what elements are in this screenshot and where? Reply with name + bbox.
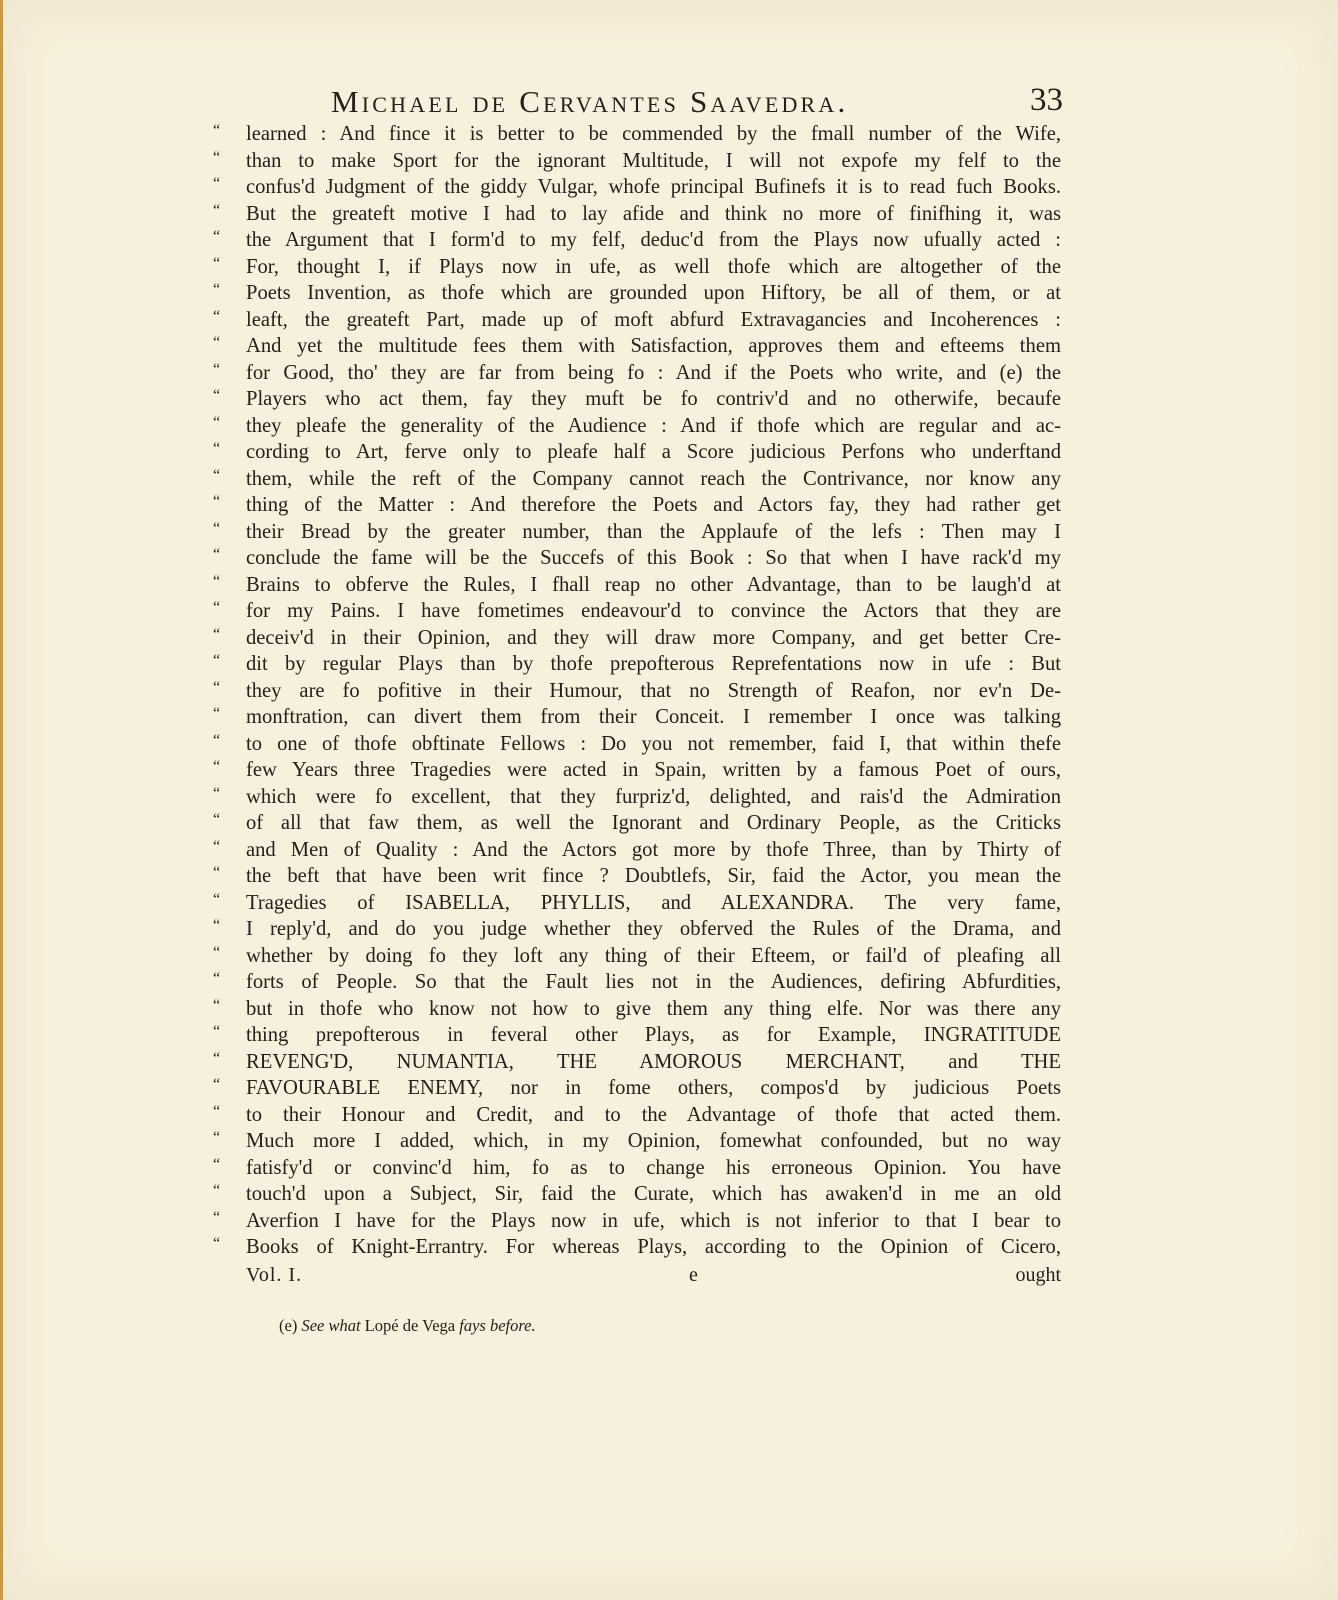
quotation-mark: “ (213, 334, 221, 351)
text-line (213, 651, 1061, 678)
text-line (213, 969, 1061, 996)
text-line (213, 1049, 1061, 1076)
text-line (213, 625, 1061, 652)
line-text: to their Honour and Credit, and to the Advantage of thofe that acted them. (246, 1103, 1061, 1126)
text-line (213, 1128, 1061, 1155)
quotation-mark: “ (213, 201, 221, 219)
text-line (213, 280, 1061, 307)
line-text: to one of thofe obftinate Fellows : Do you not remember, faid I, that within thefe (246, 732, 1061, 755)
signature-mark: Vol. I. (246, 1263, 303, 1286)
line-text: forts of People. So that the Fault lies not in the Audiences, defiring Abfurdities, (246, 971, 1061, 993)
text-line (213, 837, 1061, 864)
quotation-mark: “ (213, 758, 221, 775)
line-text: for my Pains. I have fometimes endeavour'd to convince the Actors that they are (246, 600, 1061, 622)
text-line (213, 492, 1061, 519)
line-text: I reply'd, and do you judge whether they obferved the Rules of the Drama, and (246, 918, 1061, 940)
quotation-mark: “ (213, 1023, 221, 1040)
page-number: 33 (1030, 82, 1063, 118)
text-line (213, 1155, 1061, 1182)
text-line (213, 810, 1061, 837)
text-line (213, 598, 1061, 625)
quotation-mark: “ (213, 493, 221, 510)
footnote-name: Lopé de Vega (364, 1316, 456, 1335)
line-text: than to make Sport for the ignorant Multitude, I will not expofe my felf to the (246, 149, 1061, 172)
quotation-mark: “ (213, 360, 221, 378)
quotation-mark: “ (213, 652, 221, 669)
line-text: for Good, tho' they are far from being fo : And if the Poets who write, and (e) the (246, 361, 1061, 384)
line-text: they are fo pofitive in their Humour, that no Strength of Reafon, nor ev'n De- (246, 679, 1061, 702)
text-line (213, 863, 1061, 890)
quotation-mark: “ (213, 387, 221, 404)
line-text: the beft that have been writ fince ? Doubtlefs, Sir, faid the Actor, you mean the (246, 865, 1061, 887)
text-line (213, 704, 1061, 731)
text-line (213, 996, 1061, 1023)
text-line (213, 784, 1061, 811)
quotation-mark: “ (213, 678, 221, 696)
quotation-mark: “ (213, 705, 221, 722)
quotation-mark: “ (213, 731, 221, 749)
text-line (213, 1075, 1061, 1102)
text-line (213, 1022, 1061, 1049)
text-line (213, 307, 1061, 334)
line-text: thing of the Matter : And therefore the Poets and Actors fay, they had rather get (246, 494, 1061, 516)
quotation-mark: “ (213, 890, 221, 908)
line-text: whether by doing fo they loft any thing of their Efteem, or fail'd of pleafing all (246, 944, 1061, 967)
line-text: And yet the multitude fees them with Satisfaction, approves them and efteems them (246, 335, 1061, 357)
footnote-marker: (e) (279, 1316, 298, 1335)
quotation-mark: “ (213, 1076, 221, 1093)
quotation-mark: “ (213, 254, 221, 272)
text-line (213, 333, 1061, 360)
footnote-text-1: See what (301, 1316, 361, 1335)
quotation-mark: “ (213, 917, 221, 934)
text-line (213, 943, 1061, 970)
quotation-mark: “ (213, 1129, 221, 1146)
line-text: them, while the reft of the Company cannot reach the Contrivance, nor know any (246, 467, 1061, 490)
quotation-mark: “ (213, 519, 221, 537)
line-text: REVENG'D, NUMANTIA, THE AMOROUS MERCHANT, and THE (246, 1050, 1061, 1073)
quotation-mark: “ (213, 1208, 221, 1226)
text-line (213, 572, 1061, 599)
quotation-mark: “ (213, 784, 221, 802)
line-text: Brains to obferve the Rules, I fhall reap no other Advantage, than to be laugh'd at (246, 573, 1061, 596)
line-text: fatisfy'd or convinc'd him, fo as to change his erroneous Opinion. You have (246, 1156, 1061, 1179)
text-line (213, 545, 1061, 572)
text-line (213, 174, 1061, 201)
line-text: the Argument that I form'd to my felf, deduc'd from the Plays now ufually acted : (246, 229, 1061, 251)
line-text: dit by regular Plays than by thofe prepofterous Reprefentations now in ufe : But (246, 653, 1061, 675)
line-text: thing prepofterous in feveral other Plays, as for Example, INGRATITUDE (246, 1024, 1061, 1046)
text-line (213, 360, 1061, 387)
line-text: which were fo excellent, that they furpriz'd, delighted, and rais'd the Admiration (246, 785, 1061, 808)
quotation-mark: “ (213, 996, 221, 1014)
text-line (213, 439, 1061, 466)
line-text: Books of Knight-Errantry. For whereas Plays, according to the Opinion of Cicero, (246, 1236, 1061, 1258)
quotation-mark: “ (213, 466, 221, 484)
text-line (213, 1208, 1061, 1235)
quotation-mark: “ (213, 413, 221, 431)
quotation-mark: “ (213, 599, 221, 616)
text-line (213, 916, 1061, 943)
quotation-mark: “ (213, 1155, 221, 1173)
line-text: learned : And fince it is better to be commended by the fmall number of the Wife, (246, 123, 1061, 145)
line-text: deceiv'd in their Opinion, and they will draw more Company, and get better Cre- (246, 626, 1061, 649)
line-text: Averfion I have for the Plays now in ufe, which is not inferior to that I bear to (246, 1209, 1061, 1232)
running-title: Michael de Cervantes Saavedra. (331, 84, 849, 119)
quotation-mark: “ (213, 943, 221, 961)
quotation-mark: “ (213, 1049, 221, 1067)
text-line (213, 890, 1061, 917)
text-line (213, 1102, 1061, 1129)
quotation-mark: “ (213, 122, 221, 139)
text-line (213, 1234, 1061, 1261)
line-text: and Men of Quality : And the Actors got more by thofe Three, than by Thirty of (246, 838, 1061, 861)
quotation-mark: “ (213, 175, 221, 192)
footnote (279, 1316, 536, 1336)
quotation-mark: “ (213, 307, 221, 325)
line-text: confus'd Judgment of the giddy Vulgar, whofe principal Bufinefs it is to read fuch Books. (246, 176, 1061, 198)
quotation-mark: “ (213, 970, 221, 987)
line-text: their Bread by the greater number, than the Applaufe of the lefs : Then may I (246, 520, 1061, 543)
quotation-mark: “ (213, 148, 221, 166)
quotation-mark: “ (213, 625, 221, 643)
quotation-mark: “ (213, 572, 221, 590)
text-line (213, 386, 1061, 413)
text-line (213, 413, 1061, 440)
footnote-text-2: fays before. (459, 1316, 536, 1335)
book-page (3, 0, 1338, 1600)
quotation-mark: “ (213, 546, 221, 563)
text-line (213, 466, 1061, 493)
text-line (213, 731, 1061, 758)
quotation-mark: “ (213, 811, 221, 828)
text-line (213, 519, 1061, 546)
line-text: Players who act them, fay they muft be fo contriv'd and no otherwife, becaufe (246, 388, 1061, 410)
line-text: few Years three Tragedies were acted in Spain, written by a famous Poet of ours, (246, 759, 1061, 781)
line-text: touch'd upon a Subject, Sir, faid the Curate, which has awaken'd in me an old (246, 1183, 1061, 1205)
line-text: cording to Art, ferve only to pleafe half a Score judicious Perfons who underftand (246, 441, 1061, 463)
line-text: conclude the fame will be the Succefs of this Book : So that when I have rack'd my (246, 547, 1061, 569)
text-line (213, 201, 1061, 228)
sheet-mark: e (689, 1263, 698, 1286)
quotation-mark: “ (213, 281, 221, 298)
quotation-mark: “ (213, 228, 221, 245)
text-line (213, 1181, 1061, 1208)
text-line (213, 757, 1061, 784)
quotation-mark: “ (213, 440, 221, 457)
line-text: Poets Invention, as thofe which are grounded upon Hiftory, be all of them, or at (246, 282, 1061, 304)
text-lines (213, 121, 1061, 1261)
text-line (213, 148, 1061, 175)
line-text: leaft, the greateft Part, made up of moft abfurd Extravagancies and Incoherences : (246, 308, 1061, 331)
line-text: but in thofe who know not how to give them any thing elfe. Nor was there any (246, 997, 1061, 1020)
line-text: But the greateft motive I had to lay afide and think no more of finifhing it, was (246, 202, 1061, 225)
line-text: monftration, can divert them from their Conceit. I remember I once was talking (246, 706, 1061, 728)
text-line (213, 227, 1061, 254)
text-line (213, 678, 1061, 705)
main-text (213, 121, 1061, 1289)
line-text: Much more I added, which, in my Opinion, fomewhat confounded, but no way (246, 1130, 1061, 1152)
quotation-mark: “ (213, 837, 221, 855)
line-text: For, thought I, if Plays now in ufe, as well thofe which are altogether of the (246, 255, 1061, 278)
line-text: FAVOURABLE ENEMY, nor in fome others, compos'd by judicious Poets (246, 1077, 1061, 1099)
quotation-mark: “ (213, 1102, 221, 1120)
catchline (213, 1261, 1061, 1289)
quotation-mark: “ (213, 1182, 221, 1199)
catchword: ought (1015, 1263, 1061, 1286)
line-text: Tragedies of ISABELLA, PHYLLIS, and ALEXANDRA. The very fame, (246, 891, 1061, 914)
quotation-mark: “ (213, 1235, 221, 1252)
text-line (213, 121, 1061, 148)
line-text: they pleafe the generality of the Audience : And if thofe which are regular and ac- (246, 414, 1061, 437)
line-text: of all that faw them, as well the Ignorant and Ordinary People, as the Criticks (246, 812, 1061, 834)
quotation-mark: “ (213, 864, 221, 881)
text-line (213, 254, 1061, 281)
